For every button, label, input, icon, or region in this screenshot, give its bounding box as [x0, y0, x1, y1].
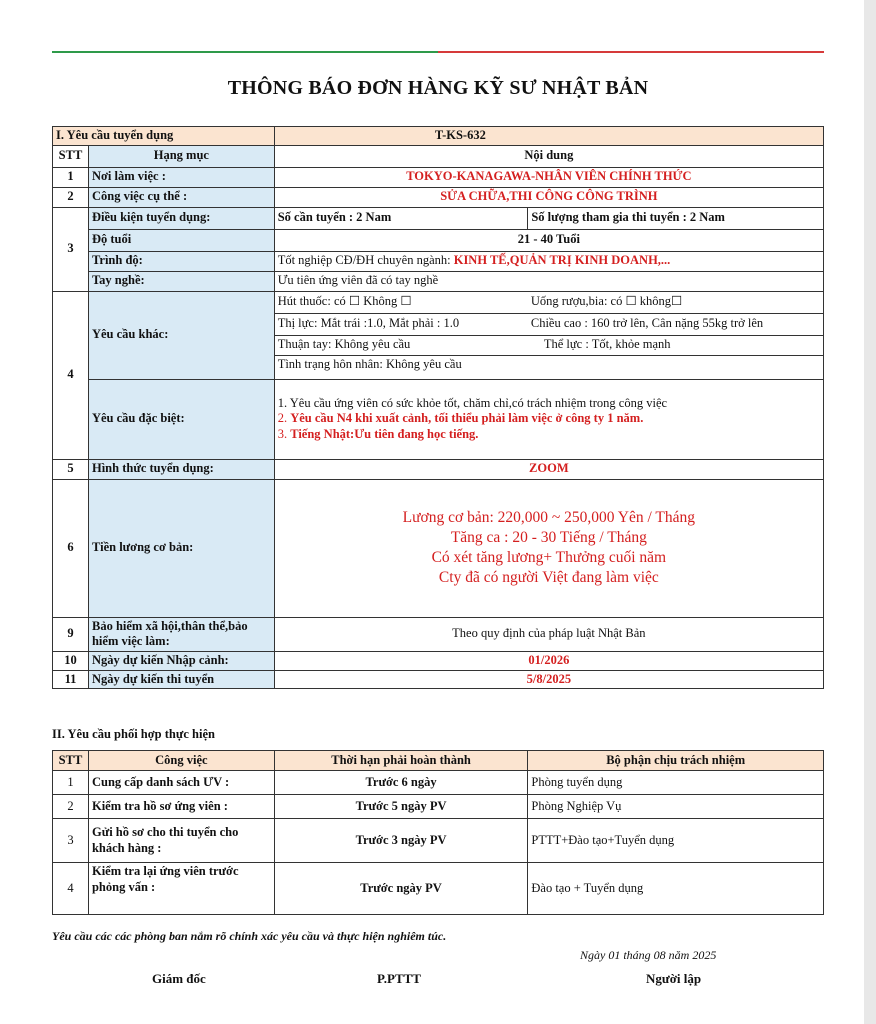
row-stt: 1: [53, 167, 89, 187]
row-label: Tiền lương cơ bản:: [88, 479, 274, 617]
row-label: Yêu cầu đặc biệt:: [88, 379, 274, 459]
task-name: Kiểm tra lại ứng viên trước phỏng vấn :: [88, 863, 274, 915]
task-stt: 2: [53, 795, 89, 819]
age-value: 21 - 40 Tuổi: [274, 229, 823, 251]
handedness-value: Thuận tay: Không yêu cầu: [274, 335, 528, 355]
task-deadline: Trước 3 ngày PV: [274, 819, 528, 863]
row-stt: 11: [53, 670, 89, 689]
row-label: Trình độ:: [88, 251, 274, 271]
insurance-value: Theo quy định của pháp luật Nhật Bản: [274, 617, 823, 651]
exam-date-value: 5/8/2025: [274, 670, 823, 689]
col-dept: Bộ phận chịu trách nhiệm: [528, 751, 824, 771]
task-dept: Phòng tuyển dụng: [528, 771, 824, 795]
row-label: Tay nghề:: [88, 271, 274, 291]
signature-director: Giám đốc: [152, 971, 206, 986]
task-stt: 3: [53, 819, 89, 863]
row-stt: 5: [53, 459, 89, 479]
footer-note: Yêu cầu các các phòng ban nắm rõ chính xác yêu cầu và thực hiện nghiêm túc.: [52, 929, 447, 943]
row-label: Yêu cầu khác:: [88, 291, 274, 379]
smoking-value: Hút thuốc: có ☐ Không ☐: [274, 291, 528, 313]
drinking-value: Uống rượu,bia: có ☐ không☐: [528, 291, 824, 313]
task-dept: Phòng Nghiệp Vụ: [528, 795, 824, 819]
salary-line-4: Cty đã có người Việt đang làm việc: [438, 569, 659, 587]
row-label: Hình thức tuyển dụng:: [88, 459, 274, 479]
special-req-3-text: Tiếng Nhật:Ưu tiên đang học tiếng.: [290, 426, 479, 441]
col-content: Nội dung: [274, 145, 823, 167]
issue-date: Ngày 01 tháng 08 năm 2025: [580, 948, 717, 962]
row-label: Điều kiện tuyển dụng:: [88, 207, 274, 229]
special-req-2: [278, 411, 820, 427]
marital-value: Tình trạng hôn nhân: Không yêu cầu: [274, 355, 823, 379]
skill-value: Ưu tiên ứng viên đã có tay nghề: [274, 271, 823, 291]
row-label: Công việc cụ thể :: [88, 187, 274, 207]
height-value: Chiều cao : 160 trở lên, Cân nặng 55kg trở lên: [528, 313, 824, 335]
salary-line-3: Có xét tăng lương+ Thưởng cuối năm: [431, 549, 667, 567]
task-deadline: Trước ngày PV: [274, 863, 528, 915]
task-name: Gửi hồ sơ cho thi tuyển cho khách hàng :: [88, 819, 274, 863]
salary-line-1: Lương cơ bản: 220,000 ~ 250,000 Yên / Tháng: [402, 508, 696, 526]
coordination-table: [52, 750, 824, 915]
headcount-value: Số cần tuyển : 2 Nam: [274, 207, 528, 229]
task-stt: 1: [53, 771, 89, 795]
row-label: Ngày dự kiến thi tuyển: [88, 670, 274, 689]
row-stt: 6: [53, 479, 89, 617]
special-req-1: 1. Yêu cầu ứng viên có sức khỏe tốt, chăm chỉ,có trách nhiệm trong công việc: [277, 395, 668, 410]
task-name: Kiểm tra hồ sơ ứng viên :: [88, 795, 274, 819]
signature-pttt: P.PTTT: [377, 971, 421, 986]
entry-date-value: 01/2026: [274, 651, 823, 670]
special-req-2-text: Yêu cầu N4 khi xuất cảnh, tối thiểu phải làm việc ở công ty 1 năm.: [290, 411, 644, 426]
task-dept: PTTT+Đào tạo+Tuyển dụng: [528, 819, 824, 863]
special-req-3: [278, 427, 820, 443]
row-stt: 10: [53, 651, 89, 670]
document-title: THÔNG BÁO ĐƠN HÀNG KỸ SƯ NHẬT BẢN: [227, 77, 649, 99]
header-rule: [52, 51, 824, 53]
exam-count-value: Số lượng tham gia thi tuyển : 2 Nam: [528, 207, 824, 229]
special-req-2-num: 2.: [277, 411, 291, 426]
signature-creator: Người lập: [646, 971, 702, 986]
special-req-3-num: 3.: [277, 426, 291, 441]
row-stt: 3: [53, 207, 89, 291]
education-prefix: Tốt nghiệp CĐ/ĐH chuyên ngành:: [277, 253, 454, 268]
order-code: T-KS-632: [274, 127, 823, 146]
section2-heading: II. Yêu cầu phối hợp thực hiện: [52, 727, 215, 741]
task-deadline: Trước 6 ngày: [274, 771, 528, 795]
scrollbar-track[interactable]: [866, 0, 876, 1024]
task-dept: Đào tạo + Tuyển dụng: [528, 863, 824, 915]
education-value: [274, 251, 823, 271]
col-task: Công việc: [88, 751, 274, 771]
section1-heading: I. Yêu cầu tuyển dụng: [53, 127, 275, 146]
row-label: Ngày dự kiến Nhập cảnh:: [88, 651, 274, 670]
task-deadline: Trước 5 ngày PV: [274, 795, 528, 819]
special-requirements: [274, 379, 823, 459]
recruit-form-value: ZOOM: [274, 459, 823, 479]
row-label: Bảo hiểm xã hội,thân thể,bảo hiểm việc làm:: [88, 617, 274, 651]
job-value: SỬA CHỮA,THI CÔNG CÔNG TRÌNH: [274, 187, 823, 207]
recruitment-table: [52, 126, 824, 689]
salary-block: [274, 479, 823, 617]
fitness-value: Thể lực : Tốt, khỏe mạnh: [528, 335, 824, 355]
row-stt: 4: [53, 291, 89, 459]
col-deadline: Thời hạn phải hoàn thành: [274, 751, 528, 771]
education-major: KINH TẾ,QUẢN TRỊ KINH DOANH,...: [453, 253, 671, 268]
salary-line-2: Tăng ca : 20 - 30 Tiếng / Tháng: [450, 528, 647, 546]
col-item: Hạng mục: [88, 145, 274, 167]
eyesight-value: Thị lực: Mắt trái :1.0, Mắt phải : 1.0: [274, 313, 528, 335]
task-stt: 4: [53, 863, 89, 915]
row-label: Độ tuổi: [88, 229, 274, 251]
row-stt: 2: [53, 187, 89, 207]
col-stt: STT: [53, 145, 89, 167]
row-stt: 9: [53, 617, 89, 651]
workplace-value: TOKYO-KANAGAWA-NHÂN VIÊN CHÍNH THỨC: [274, 167, 823, 187]
col-stt: STT: [53, 751, 89, 771]
task-name: Cung cấp danh sách ƯV :: [88, 771, 274, 795]
row-label: Nơi làm việc :: [88, 167, 274, 187]
